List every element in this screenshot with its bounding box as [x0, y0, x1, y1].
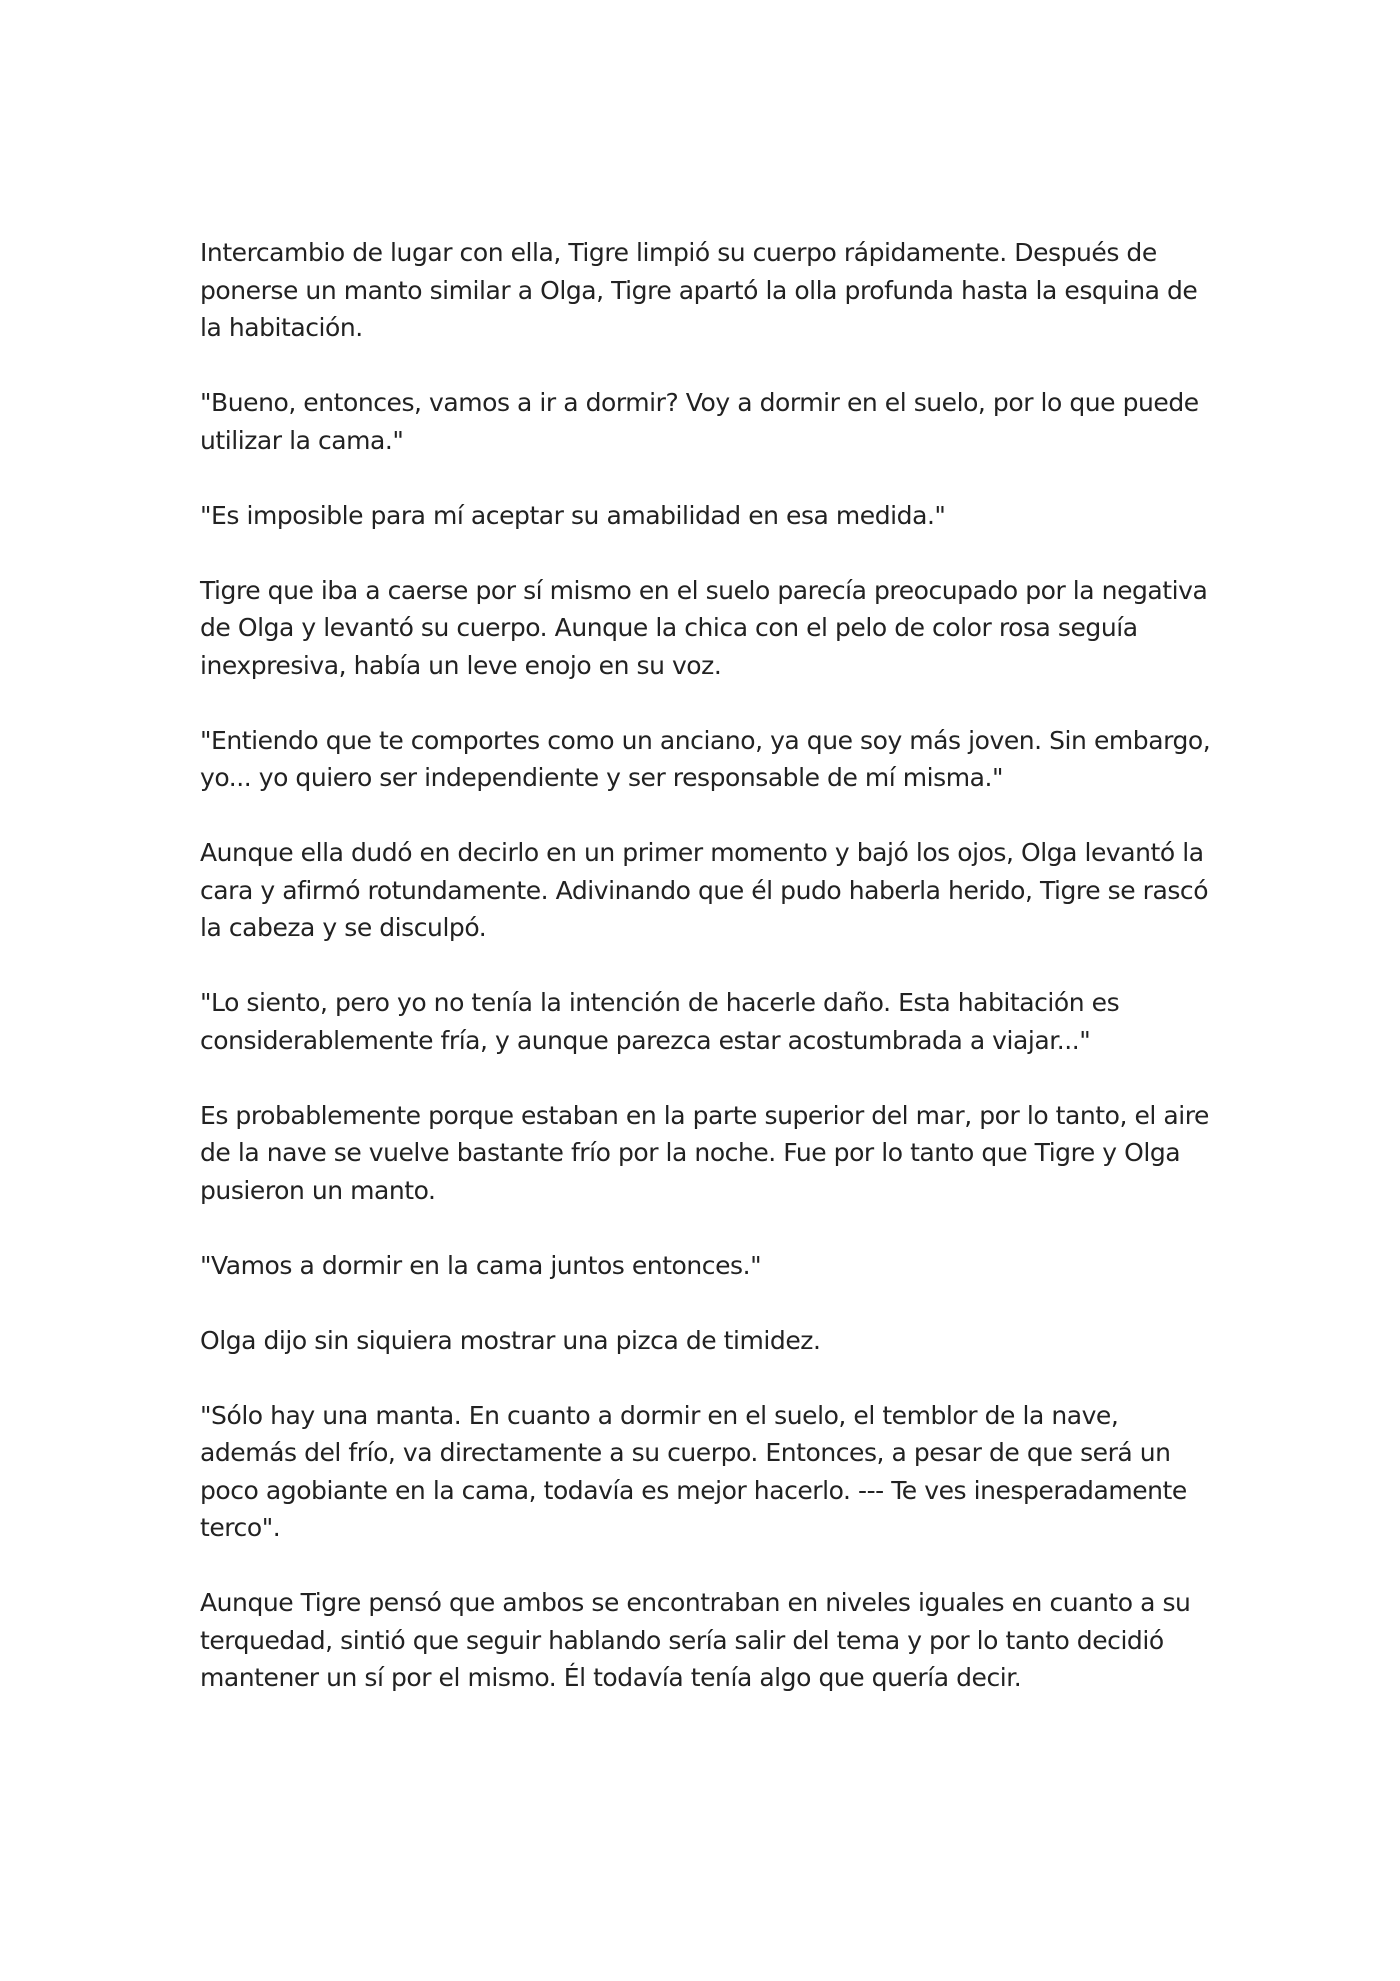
paragraph: "Entiendo que te comportes como un anciano, ya que soy más joven. Sin embargo, yo... yo quiero ser independiente y ser responsable de mí misma."	[200, 725, 1211, 792]
paragraph: Aunque ella dudó en decirlo en un primer momento y bajó los ojos, Olga levantó la cara y afirmó rotundamente. Adivinando que él pudo haberla herido, Tigre se rascó la cabeza y se disculpó.	[200, 838, 1209, 942]
paragraph: Tigre que iba a caerse por sí mismo en el suelo parecía preocupado por la negativa de Olga y levantó su cuerpo. Aunque la chica con el pelo de color rosa seguía inexpresiva, había un leve enojo en su voz.	[200, 575, 1208, 680]
paragraph: "Lo siento, pero yo no tenía la intención de hacerle daño. Esta habitación es considerablemente fría, y aunque parezca estar acostumbrada a viajar..."	[200, 988, 1120, 1055]
paragraph: Aunque Tigre pensó que ambos se encontraban en niveles iguales en cuanto a su terquedad, sintió que seguir hablando sería salir del tema y por lo tanto decidió mantener un sí por el mismo. Él todavía tenía algo que quería decir.	[200, 1588, 1191, 1692]
paragraph: "Vamos a dormir en la cama juntos entonces."	[200, 1250, 762, 1280]
paragraph: Intercambio de lugar con ella, Tigre limpió su cuerpo rápidamente. Después de ponerse un manto similar a Olga, Tigre apartó la olla profunda hasta la esquina de la habitación.	[200, 238, 1198, 342]
paragraph: "Bueno, entonces, vamos a ir a dormir? Voy a dormir en el suelo, por lo que puede utilizar la cama."	[200, 388, 1199, 455]
paragraph: "Es imposible para mí aceptar su amabilidad en esa medida."	[200, 500, 946, 530]
paragraph: Olga dijo sin siquiera mostrar una pizca de timidez.	[200, 1325, 821, 1355]
document-body	[200, 234, 1220, 1734]
paragraph: "Sólo hay una manta. En cuanto a dormir en el suelo, el temblor de la nave, además del frío, va directamente a su cuerpo. Entonces, a pesar de que será un poco agobiante en la cama, todavía es mejor hacerlo. --- Te ves inesperadamente terco".	[200, 1400, 1187, 1542]
paragraph: Es probablemente porque estaban en la parte superior del mar, por lo tanto, el aire de la nave se vuelve bastante frío por la noche. Fue por lo tanto que Tigre y Olga pusieron un manto.	[200, 1100, 1209, 1205]
